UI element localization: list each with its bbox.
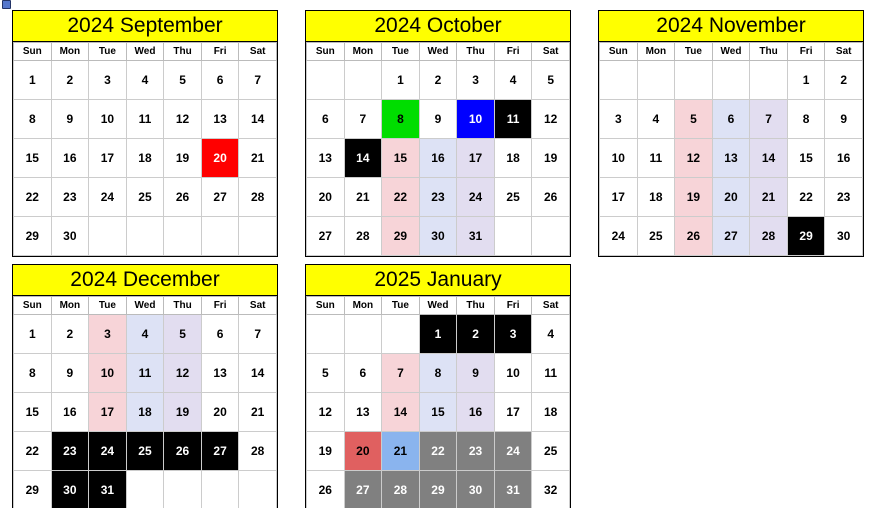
day-cell[interactable]: 5: [164, 315, 202, 354]
day-cell[interactable]: 24: [600, 217, 638, 256]
day-cell[interactable]: 29: [14, 217, 52, 256]
day-cell-empty: [494, 217, 532, 256]
calendar-grid: [13, 296, 277, 508]
day-cell[interactable]: 29: [419, 471, 457, 508]
week-row: [307, 178, 570, 217]
day-cell[interactable]: 10: [89, 100, 127, 139]
weekday-header: Sun: [600, 43, 638, 61]
weekday-header-row: [14, 43, 277, 61]
day-cell-empty: [89, 217, 127, 256]
day-cell[interactable]: 22: [419, 432, 457, 471]
day-cell[interactable]: 2: [51, 315, 89, 354]
day-cell[interactable]: 19: [532, 139, 570, 178]
day-cell[interactable]: 11: [126, 100, 164, 139]
weekday-header: Wed: [419, 43, 457, 61]
day-cell[interactable]: 13: [712, 139, 750, 178]
day-cell[interactable]: 12: [675, 139, 713, 178]
day-cell[interactable]: 31: [89, 471, 127, 508]
day-cell[interactable]: 4: [532, 315, 570, 354]
day-cell[interactable]: 4: [637, 100, 675, 139]
calendar-title: 2024 October: [306, 11, 570, 42]
day-cell[interactable]: 32: [532, 471, 570, 508]
weekday-header: Tue: [382, 297, 420, 315]
day-cell[interactable]: 30: [419, 217, 457, 256]
calendar-grid: [599, 42, 863, 256]
day-cell[interactable]: 20: [201, 393, 239, 432]
weekday-header: Mon: [51, 43, 89, 61]
day-cell-empty: [126, 217, 164, 256]
week-row: [14, 354, 277, 393]
day-cell[interactable]: 18: [126, 393, 164, 432]
day-cell[interactable]: 20: [201, 139, 239, 178]
weekday-header: Sun: [14, 297, 52, 315]
day-cell[interactable]: 30: [51, 217, 89, 256]
day-cell[interactable]: 4: [126, 61, 164, 100]
day-cell[interactable]: 18: [126, 139, 164, 178]
day-cell-empty: [307, 315, 345, 354]
day-cell[interactable]: 22: [382, 178, 420, 217]
weekday-header: Sat: [532, 297, 570, 315]
day-cell[interactable]: 28: [239, 178, 277, 217]
weekday-header: Wed: [419, 297, 457, 315]
week-row: [307, 217, 570, 256]
weekday-header: Sat: [532, 43, 570, 61]
day-cell-empty: [201, 217, 239, 256]
day-cell[interactable]: 27: [201, 178, 239, 217]
cal-2024-september: [12, 10, 278, 257]
day-cell[interactable]: 1: [14, 315, 52, 354]
day-cell[interactable]: 8: [14, 354, 52, 393]
day-cell[interactable]: 19: [675, 178, 713, 217]
weekday-header: Mon: [637, 43, 675, 61]
weekday-header: Tue: [89, 43, 127, 61]
day-cell[interactable]: 3: [457, 61, 495, 100]
weekday-header-row: [14, 297, 277, 315]
weekday-header: Thu: [457, 297, 495, 315]
weekday-header: Tue: [675, 43, 713, 61]
weekday-header: Sun: [307, 297, 345, 315]
day-cell[interactable]: 23: [51, 178, 89, 217]
day-cell[interactable]: 28: [239, 432, 277, 471]
day-cell[interactable]: 27: [712, 217, 750, 256]
weekday-header: Sat: [825, 43, 863, 61]
day-cell-empty: [750, 61, 788, 100]
day-cell[interactable]: 10: [494, 354, 532, 393]
day-cell[interactable]: 24: [89, 432, 127, 471]
day-cell[interactable]: 21: [239, 139, 277, 178]
day-cell[interactable]: 7: [750, 100, 788, 139]
weekday-header: Thu: [164, 297, 202, 315]
calendar-title: 2025 January: [306, 265, 570, 296]
day-cell[interactable]: 21: [750, 178, 788, 217]
day-cell[interactable]: 18: [532, 393, 570, 432]
day-cell[interactable]: 17: [600, 178, 638, 217]
day-cell[interactable]: 24: [494, 432, 532, 471]
day-cell[interactable]: 22: [14, 178, 52, 217]
day-cell[interactable]: 27: [307, 217, 345, 256]
week-row: [600, 217, 863, 256]
weekday-header: Fri: [201, 297, 239, 315]
day-cell[interactable]: 25: [126, 432, 164, 471]
day-cell-empty: [344, 61, 382, 100]
weekday-header: Sun: [307, 43, 345, 61]
day-cell[interactable]: 2: [825, 61, 863, 100]
day-cell[interactable]: 26: [164, 432, 202, 471]
day-cell[interactable]: 14: [239, 354, 277, 393]
weekday-header: Fri: [201, 43, 239, 61]
day-cell-empty: [164, 471, 202, 508]
week-row: [307, 315, 570, 354]
day-cell[interactable]: 6: [307, 100, 345, 139]
weekday-header: Thu: [457, 43, 495, 61]
calendar-title: 2024 September: [13, 11, 277, 42]
day-cell[interactable]: 21: [344, 178, 382, 217]
day-cell[interactable]: 25: [532, 432, 570, 471]
day-cell[interactable]: 3: [600, 100, 638, 139]
weekday-header: Fri: [494, 43, 532, 61]
day-cell[interactable]: 23: [419, 178, 457, 217]
day-cell[interactable]: 14: [382, 393, 420, 432]
day-cell[interactable]: 8: [787, 100, 825, 139]
day-cell[interactable]: 25: [126, 178, 164, 217]
day-cell[interactable]: 18: [494, 139, 532, 178]
day-cell-empty: [126, 471, 164, 508]
day-cell-empty: [637, 61, 675, 100]
day-cell[interactable]: 5: [164, 61, 202, 100]
day-cell-empty: [382, 315, 420, 354]
day-cell[interactable]: 26: [307, 471, 345, 508]
day-cell[interactable]: 20: [712, 178, 750, 217]
day-cell[interactable]: 12: [164, 354, 202, 393]
day-cell[interactable]: 13: [344, 393, 382, 432]
day-cell[interactable]: 3: [494, 315, 532, 354]
day-cell-empty: [164, 217, 202, 256]
weekday-header: Mon: [344, 297, 382, 315]
day-cell[interactable]: 17: [89, 393, 127, 432]
weekday-header: Fri: [787, 43, 825, 61]
day-cell[interactable]: 4: [126, 315, 164, 354]
weekday-header-row: [307, 43, 570, 61]
day-cell[interactable]: 12: [532, 100, 570, 139]
day-cell[interactable]: 16: [419, 139, 457, 178]
week-row: [307, 432, 570, 471]
week-row: [307, 100, 570, 139]
calendar-grid: [306, 42, 570, 256]
day-cell[interactable]: 1: [382, 61, 420, 100]
week-row: [14, 178, 277, 217]
day-cell[interactable]: 21: [382, 432, 420, 471]
day-cell[interactable]: 14: [750, 139, 788, 178]
day-cell[interactable]: 27: [201, 432, 239, 471]
weekday-header: Sun: [14, 43, 52, 61]
day-cell[interactable]: 5: [675, 100, 713, 139]
cal-2024-december: [12, 264, 278, 508]
day-cell[interactable]: 11: [532, 354, 570, 393]
day-cell[interactable]: 1: [419, 315, 457, 354]
day-cell[interactable]: 18: [637, 178, 675, 217]
day-cell[interactable]: 27: [344, 471, 382, 508]
day-cell[interactable]: 14: [344, 139, 382, 178]
day-cell[interactable]: 9: [419, 100, 457, 139]
day-cell-empty: [239, 217, 277, 256]
cal-2024-october: [305, 10, 571, 257]
week-row: [307, 61, 570, 100]
weekday-header: Sat: [239, 43, 277, 61]
day-cell-empty: [201, 471, 239, 508]
day-cell-empty: [239, 471, 277, 508]
day-cell-empty: [532, 217, 570, 256]
day-cell[interactable]: 9: [51, 100, 89, 139]
calendar-grid: [13, 42, 277, 256]
day-cell[interactable]: 28: [750, 217, 788, 256]
day-cell[interactable]: 15: [419, 393, 457, 432]
day-cell[interactable]: 20: [307, 178, 345, 217]
day-cell[interactable]: 30: [51, 471, 89, 508]
day-cell[interactable]: 19: [164, 139, 202, 178]
day-cell[interactable]: 29: [382, 217, 420, 256]
day-cell[interactable]: 30: [825, 217, 863, 256]
day-cell[interactable]: 26: [164, 178, 202, 217]
day-cell[interactable]: 11: [126, 354, 164, 393]
day-cell[interactable]: 7: [382, 354, 420, 393]
day-cell[interactable]: 6: [712, 100, 750, 139]
day-cell[interactable]: 26: [532, 178, 570, 217]
weekday-header-row: [307, 297, 570, 315]
day-cell[interactable]: 23: [51, 432, 89, 471]
day-cell[interactable]: 8: [14, 100, 52, 139]
week-row: [600, 139, 863, 178]
weekday-header: Thu: [750, 43, 788, 61]
day-cell[interactable]: 5: [307, 354, 345, 393]
day-cell[interactable]: 17: [89, 139, 127, 178]
day-cell[interactable]: 10: [89, 354, 127, 393]
day-cell[interactable]: 10: [457, 100, 495, 139]
day-cell-empty: [307, 61, 345, 100]
cal-2024-november: [598, 10, 864, 257]
day-cell[interactable]: 13: [201, 100, 239, 139]
day-cell[interactable]: 15: [787, 139, 825, 178]
selection-handle[interactable]: [2, 0, 11, 9]
day-cell[interactable]: 8: [419, 354, 457, 393]
day-cell[interactable]: 24: [89, 178, 127, 217]
day-cell[interactable]: 20: [344, 432, 382, 471]
weekday-header: Sat: [239, 297, 277, 315]
day-cell[interactable]: 15: [14, 393, 52, 432]
day-cell[interactable]: 25: [494, 178, 532, 217]
week-row: [307, 393, 570, 432]
week-row: [307, 139, 570, 178]
day-cell[interactable]: 3: [89, 61, 127, 100]
day-cell[interactable]: 15: [14, 139, 52, 178]
week-row: [307, 471, 570, 508]
day-cell[interactable]: 16: [51, 139, 89, 178]
day-cell-empty: [344, 315, 382, 354]
day-cell[interactable]: 6: [201, 61, 239, 100]
day-cell[interactable]: 28: [382, 471, 420, 508]
day-cell[interactable]: 12: [307, 393, 345, 432]
day-cell[interactable]: 24: [457, 178, 495, 217]
weekday-header: Fri: [494, 297, 532, 315]
day-cell[interactable]: 22: [14, 432, 52, 471]
day-cell[interactable]: 9: [51, 354, 89, 393]
day-cell[interactable]: 11: [494, 100, 532, 139]
day-cell[interactable]: 23: [457, 432, 495, 471]
day-cell[interactable]: 6: [201, 315, 239, 354]
day-cell[interactable]: 16: [51, 393, 89, 432]
day-cell[interactable]: 14: [239, 100, 277, 139]
week-row: [600, 100, 863, 139]
day-cell[interactable]: 21: [239, 393, 277, 432]
cal-2025-january: [305, 264, 571, 508]
week-row: [307, 354, 570, 393]
day-cell[interactable]: 2: [51, 61, 89, 100]
day-cell[interactable]: 5: [532, 61, 570, 100]
day-cell[interactable]: 6: [344, 354, 382, 393]
day-cell[interactable]: 9: [457, 354, 495, 393]
weekday-header: Mon: [51, 297, 89, 315]
week-row: [14, 139, 277, 178]
day-cell[interactable]: 7: [239, 61, 277, 100]
calendar-grid: [306, 296, 570, 508]
week-row: [14, 471, 277, 508]
day-cell[interactable]: 31: [494, 471, 532, 508]
day-cell[interactable]: 13: [307, 139, 345, 178]
week-row: [14, 61, 277, 100]
day-cell[interactable]: 31: [457, 217, 495, 256]
week-row: [600, 178, 863, 217]
day-cell[interactable]: 16: [825, 139, 863, 178]
day-cell[interactable]: 12: [164, 100, 202, 139]
day-cell[interactable]: 28: [344, 217, 382, 256]
weekday-header: Wed: [712, 43, 750, 61]
day-cell[interactable]: 13: [201, 354, 239, 393]
weekday-header: Thu: [164, 43, 202, 61]
day-cell[interactable]: 9: [825, 100, 863, 139]
day-cell[interactable]: 7: [239, 315, 277, 354]
day-cell[interactable]: 1: [787, 61, 825, 100]
weekday-header: Tue: [382, 43, 420, 61]
day-cell[interactable]: 17: [494, 393, 532, 432]
day-cell[interactable]: 22: [787, 178, 825, 217]
weekday-header: Mon: [344, 43, 382, 61]
day-cell-empty: [600, 61, 638, 100]
weekday-header: Tue: [89, 297, 127, 315]
day-cell[interactable]: 29: [14, 471, 52, 508]
weekday-header-row: [600, 43, 863, 61]
calendar-title: 2024 December: [13, 265, 277, 296]
day-cell[interactable]: 16: [457, 393, 495, 432]
day-cell[interactable]: 29: [787, 217, 825, 256]
calendar-title: 2024 November: [599, 11, 863, 42]
day-cell[interactable]: 23: [825, 178, 863, 217]
day-cell[interactable]: 2: [457, 315, 495, 354]
week-row: [600, 61, 863, 100]
day-cell[interactable]: 11: [637, 139, 675, 178]
day-cell[interactable]: 19: [164, 393, 202, 432]
day-cell-empty: [712, 61, 750, 100]
day-cell-empty: [675, 61, 713, 100]
day-cell[interactable]: 1: [14, 61, 52, 100]
day-cell[interactable]: 7: [344, 100, 382, 139]
day-cell[interactable]: 3: [89, 315, 127, 354]
day-cell[interactable]: 19: [307, 432, 345, 471]
week-row: [14, 432, 277, 471]
week-row: [14, 100, 277, 139]
weekday-header: Wed: [126, 297, 164, 315]
weekday-header: Wed: [126, 43, 164, 61]
day-cell[interactable]: 17: [457, 139, 495, 178]
day-cell[interactable]: 2: [419, 61, 457, 100]
week-row: [14, 217, 277, 256]
day-cell[interactable]: 25: [637, 217, 675, 256]
week-row: [14, 393, 277, 432]
day-cell[interactable]: 26: [675, 217, 713, 256]
week-row: [14, 315, 277, 354]
day-cell[interactable]: 8: [382, 100, 420, 139]
day-cell[interactable]: 10: [600, 139, 638, 178]
day-cell[interactable]: 15: [382, 139, 420, 178]
day-cell[interactable]: 4: [494, 61, 532, 100]
day-cell[interactable]: 30: [457, 471, 495, 508]
